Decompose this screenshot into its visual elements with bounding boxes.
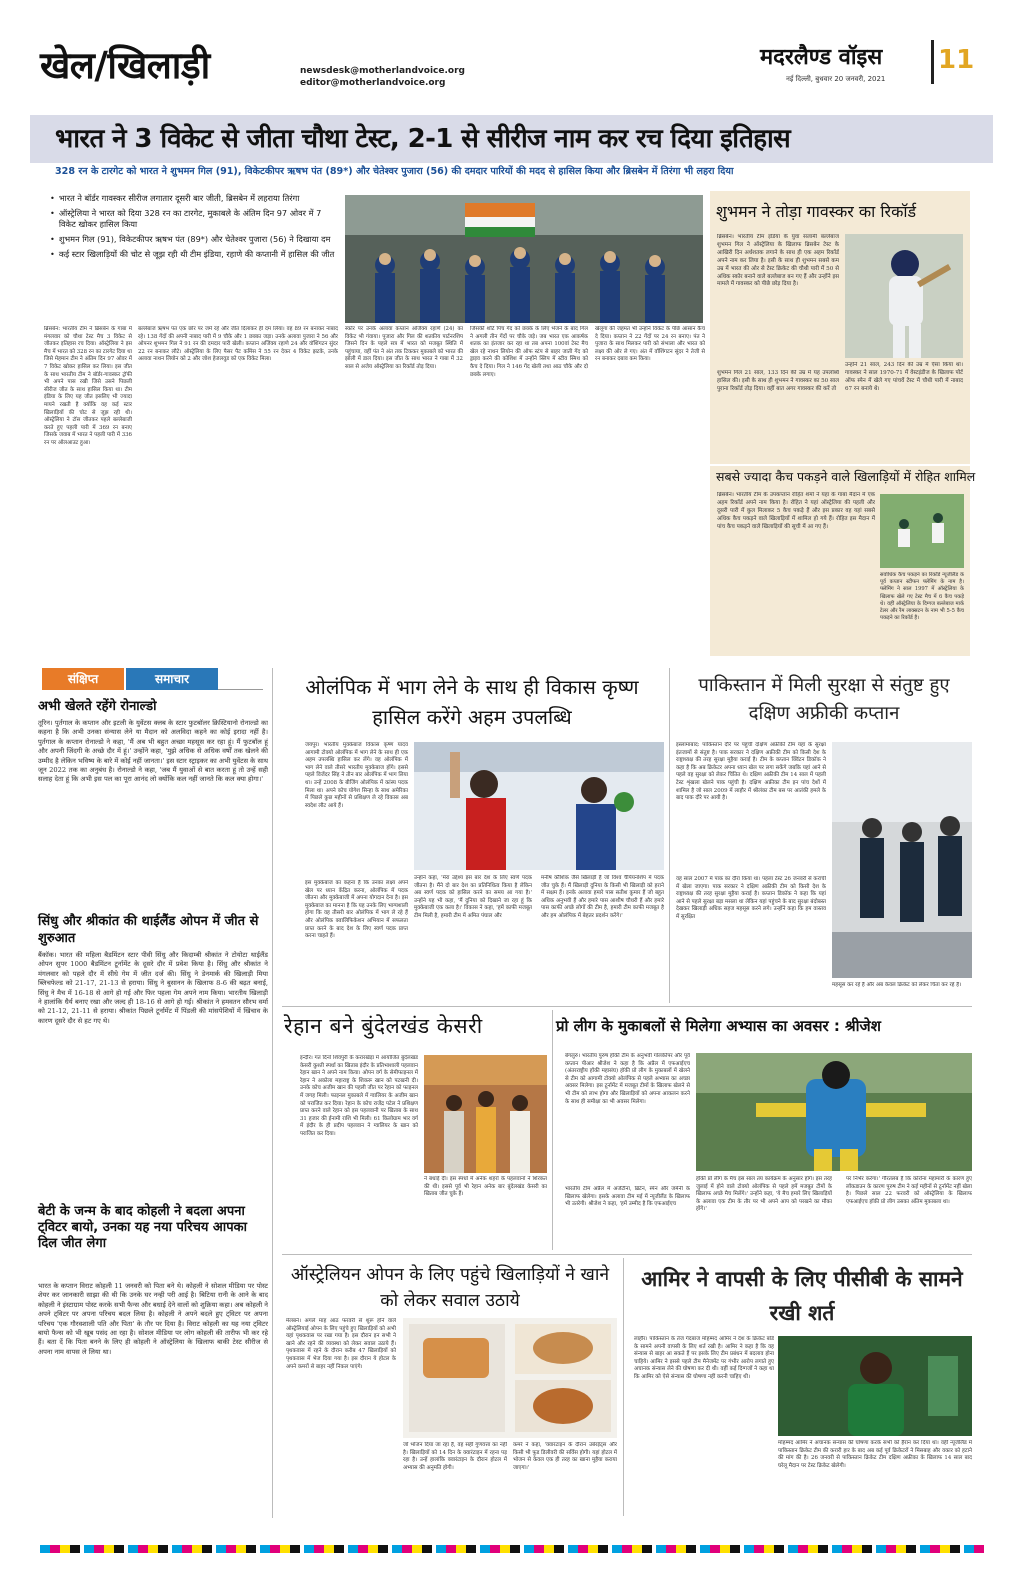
photo-quarantine-food xyxy=(403,1318,617,1438)
photo-shubman-gill xyxy=(845,234,963,358)
bullet-item: • कई स्टार खिलाड़ियों की चोट से जूझ रही थी टीम इंडिया, रहाणे की कप्तानी में हासिल की जीत xyxy=(50,249,335,259)
sreejesh-text-1: बेंगलुरु। भारतीय पुरुष हॉकी टीम के अनुभवी गोलकीपर और पूर्व कप्तान पीआर श्रीजेश ने कहा है कि अप्रैल में एफआईएच (अंतरराष्ट्रीय हॉकी महासंघ) हॉकी प्रो लीग के मुकाबलों में खेलने से टीम को आगामी टोक्यो ओलंपिक से पहले अभ्यास का अच्छा अवसर मिलेगा। इस टूर्नामेंट में मजबूत टीमों के खिलाफ खेलने से भी टीम को लाभ होगा और खिलाड़ियों को अपना आकलन करने के साथ ही समीक्षा का भी अवसर मिलेगा। xyxy=(565,1053,690,1105)
brief-tag-1: संक्षिप्त xyxy=(42,668,124,690)
lead-body-col5: खेलूंगा की जहमत भी उन्होंने विकेट के पीछे आसान कैच दे दिया। कप्तान ने 22 गेंदों पर 24 रन बनाए। पंत ने पुजारा के साथ मिलकर पारी को संभाला और भारत को लक्ष्य की ओर ले गए। अंत में वॉशिंगटन सुंदर ने तेजी से रन बनाकर दबाव कम किया। xyxy=(595,326,705,363)
bullet-item: • भारत ने बॉर्डर गावस्कर सीरीज लगातार दूसरी बार जीती, ब्रिसबेन में लहराया तिरंगा xyxy=(50,193,300,203)
ausopen-text-1: मेलबर्न। अगले माह आठ फरवरी से शुरू होने वाले ऑस्ट्रेलियाई ओपन के लिए पहुंचे हुए खिलाड़ियों को अभी यहां पृथकवास पर रखा गया है। इस दौरान इन सभी ने खाने और रहने की व्यवस्था को लेकर सवाल उठाये हैं। पृथकवास में रहने के दौरान करीब 47 खिलाड़ियों को पृथकवास में भेज दिया गया है। इस दौरान ये होटल के अपने कमरों से बाहर नहीं निकल पाएंगे। xyxy=(286,1318,396,1370)
olympic-text-3: उन्होंने कहा, 'मेरा उद्देश्य इस बार देश के लिए स्वर्ण पदक जीतना है। मैंने दो बार देश का प्रतिनिधित्व किया है लेकिन अब स्वर्ण पदक को हासिल करने का समय आ गया है।' उन्होंने यह भी कहा, 'मैं दुनिया को दिखाने जा रहा हूं कि मुक्केबाजी एक कला है।' विकास ने कहा, 'हमें काफी मजबूत टीम मिली है, हमारी टीम में अमित पंघाल और xyxy=(414,875,532,919)
pakistan-text-2: वह साल 2007 में पाक का दौरा किया था। पहला टेस्ट 26 जनवरी से कराची में खेला जाएगा। पाक सरकार ने दक्षिण अफ्रीकी टीम को किसी देश के राष्ट्राध्यक्ष की तरह सुरक्षा मुहैया कराई है। कप्तान डिकॉक ने कहा कि यहां आने से पहले सुरक्षा बड़ा मसला था लेकिन यहां पहुंचने के बाद सुरक्षा बंदोबस्त देखकर खिलाड़ी अधिक सहज महसूस करने लगे। उन्होंने कहा कि हम वास्तव में सुरक्षित xyxy=(676,876,826,920)
rehan-divider xyxy=(552,1010,553,1250)
sreejesh-text-3: पर निर्भर करेगा।' गौरतलब है कि कोरोना महामारी के कारण हुए लॉकडाउन के कारण पुरुष टीम ने कई महीनों से टूर्नामेंट नहीं खेला है। पिछले साल 22 फरवरी को ऑस्ट्रेलिया के खिलाफ एफआईएच हॉकी प्रो लीग उसका अंतिम मुकाबला था। xyxy=(846,1176,972,1205)
lead-body-col4: जिसकी शॉर्ट पिच गेंद को छक्के के लिए भेजने के बाद गिल ने अगली तीन गेंदों पर चौके जड़े। जब भारत एक आकर्षक शतक का इंतजार कर रहा था तब अपना 100वां टेस्ट मैच खेल रहे नाथन लियोन की ऑफ स्टंप से बाहर जाती गेंद को ड्राइव करने की कोशिश में उन्होंने स्लिप में स्टीव स्मिथ को कैच दे दिया। गिल ने 146 गेंद खेली तथा आठ चौके और दो छक्के लगाए। xyxy=(470,326,588,378)
ausopen-text-3: कमरे ने कहा, 'क्वारंटाइन के दौरान उबेरईट्स और किसी भी फूड डिलीवरी की सर्विस होगी। यहां होटल में भोजन से केवल एक ही तरह का खाना मुहैया कराया जाएगा।' xyxy=(513,1442,617,1471)
sidebar-gill-text2: शुभमन गिल 21 साल, 133 दिन की उम्र में यह उपलब्धि हासिल की। इसी के साथ ही शुभमन ने गावस्कर का 50 साल पुराना रिकॉर्ड तोड़ दिया। वहीं बात अगर गावस्कर की करें तो xyxy=(717,370,839,392)
sidebar-rohit-headline: सबसे ज्यादा कैच पकड़ने वाले खिलाड़ियों में रोहित शामिल xyxy=(716,469,976,484)
pakistan-headline: पाकिस्तान में मिली सुरक्षा से संतुष्ट हुए दक्षिण अफ्रीकी कप्तान xyxy=(698,675,950,724)
row-divider-2 xyxy=(282,1254,972,1255)
lead-headline: भारत ने 3 विकेट से जीता चौथा टेस्ट, 2-1 से सीरीज नाम कर रच दिया इतिहास xyxy=(55,124,791,154)
sreejesh-photo-caption: हॉकी प्रो लीग के मैच इस साल तय कार्यक्रम के अनुसार होंगे। इस तरह जुलाई में होने वाले टोक्यो ओलंपिक से पहले हमें मजबूत टीमों के खिलाफ अच्छे मैच मिलेंगे।' उन्होंने कहा, 'ये मैच हमारे लिए खिलाड़ियों के अलावा एक टीम के तौर पर भी अपने आप को परखने का मौका होंगे।' xyxy=(696,1176,832,1213)
photo-sa-captain xyxy=(832,742,972,978)
sidebar-gill-headline: शुभमन ने तोड़ा गावस्कर का रिकॉर्ड xyxy=(716,202,917,221)
ausopen-divider xyxy=(623,1258,624,1516)
photo-sreejesh-goalkeeper xyxy=(696,1053,972,1171)
olympic-text-4: मनीष कौशिक जैसे खिलाड़ी हैं जो विश्व चैंपियनशिप में पदक जीत चुके हैं। मैं खिलाड़ी दुनिया के किसी भी खिलाड़ी को हराने में सक्षम हैं। इनके अलावा हमारे पास सतीश कुमार हैं जो बहुत अधिक अनुभवी हैं और हमारे पास आशीष चौधरी हैं और हमारे पास काफी अच्छे लोगों की टीम है, हमारी टीम काफी मजबूत है और हम ओलंपिक में बेहतर प्रदर्शन करेंगे।' xyxy=(541,875,664,919)
photo-rehan-wrestler xyxy=(424,1055,547,1173)
lead-body-col2: बल्लेबाज ऋषभ पंत एक छोर पर जमे रहे और जीत दिलाकर ही दम लिया। वह 89 रन बनाकर नाबाद रहे। 138 गेंदों की अपनी नाबाद पारी में 9 चौके और 1 छक्का जड़ा। उनके अलावा पुजारा ने 56 और ओपनर शुभमन गिल ने 91 रन की दमदार पारी खेली। कप्तान अजिंक्य रहाणे 24 और वॉशिंगटन सुंदर 22 रन बनाकर लौटे। ऑस्ट्रेलिया के लिए पैसर पैट कमिंस ने 55 रन देकर 4 विकेट झटके, उनके अलावा नाथन लियोन को 2 और जोश हेजलवुड को एक विकेट मिला। xyxy=(138,326,338,363)
brief-tag-rule xyxy=(218,689,263,690)
lead-subhead: 328 रन के टारगेट को भारत ने शुभमन गिल (91), विकेटकीपर ऋषभ पंत (89*) और चेतेश्वर पुजारा (56) की दमदार पारियों की मदद से हासिल किया और ब्रिसबेन में तिरंगा भी लहरा दिया xyxy=(55,166,734,177)
print-color-bar xyxy=(40,1545,984,1553)
amir-headline: आमिर ने वापसी के लिए पीसीबी के सामने रखी शर्त xyxy=(641,1267,963,1325)
olympic-text-2: इस मुक्केबाज का कहना है कि उनका लक्ष्य अपने खेल पर ध्यान केंद्रित करना, ओलंपिक में पदक जीतना और मुक्केबाजी में अपना योगदान देना है। इस मुक्केबाज का मानना है कि यह उनके लिए भाग्यशाली होगा कि वह तीसरी बार ओलंपिक में भाग ले रहे हैं और ओलंपिक क्वालिफिकेशन अभियान में सफलता प्राप्त करने के बाद देश के लिए स्वर्ण पदक प्राप्त करना चाहते हैं। xyxy=(305,880,408,940)
mid-right-divider xyxy=(669,668,670,1003)
page-number: 11 xyxy=(938,45,975,75)
bullet-item: • शुभमन गिल (91), विकेटकीपर ऋषभ पंत (89*) और चेतेश्वर पुजारा (56) ने दिखाया दम xyxy=(50,234,331,244)
sidebar-rohit-photo-caption: सर्वाधिक कैच पकड़ने का रिकॉर्ड न्यूजीलैंड के पूर्व कप्तान स्टीफन फ्लेमिंग के नाम है। फ्लेमिंग ने साल 1997 में ऑस्ट्रेलिया के खिलाफ खेले गए टेस्ट मैच में 6 कैच पकड़े थे। वहीं ऑस्ट्रेलिया के दिग्गज बल्लेबाज मार्क टेलर और रैम लाक्सटन के नाम भी 5-5 कैच पकड़ने का रिकॉर्ड है। xyxy=(880,572,964,622)
rehan-text-2: ने बधाई दी। इस स्पर्धा में अनेक शहरों के पहलवानों ने शिरकत की थी। इससे पूर्व भी रेहान अनेक बार बुंदेलखंड केसरी का खिताब जीत चुके हैं। xyxy=(424,1176,547,1198)
lead-bullets xyxy=(50,193,340,264)
olympic-text-1: जयपुर। भारतीय मुक्केबाज विकास कृष्ण यादव आगामी टोक्यो ओलंपिक में भाग लेने के साथ ही एक अहम उपलब्धि हासिल कर लेंगे। वह ओलंपिक में भाग लेने वाले तीसरे भारतीय मुक्केबाज होंगे। इससे पहले विजेंदर सिंह ने तीन बार ओलंपिक में भाग लिया था। उन्हें 2008 के बीजिंग ओलंपिक में कांस्य पदक मिला था। अपने कोच योगेश सिन्हा के साथ अमेरिका में पिछले कुछ महीनों से प्रशिक्षण ले रहे विकास अब स्वदेश लौट आये हैं। xyxy=(305,742,408,809)
ausopen-text-2: जो भोजन दिया जा रहा है, वह सही गुणवत्ता का नहीं है। खिलाड़ियों को 14 दिन के क्वारंटाइन में रहना पड़ रहा है। उन्हें हालांकि क्वारंटाइन के दौरान होटल में अभ्यास की अनुमति होगी। xyxy=(403,1442,507,1471)
pakistan-photo-caption: महसूस कर रहे हैं और अब केवल क्रिकेट को लेकर चिंता कर रहे हैं। xyxy=(832,982,962,988)
sidebar-gill-text: ब्रिसबेन। भारतीय टीम इंडिया के युवा सलामी बल्लेबाज शुभमन गिल ने ऑस्ट्रेलिया के खिलाफ ब्रिसबेन टेस्ट के आखिरी दिन अर्धशतक लगाने के साथ ही एक अहम रिकॉर्ड अपने नाम कर लिया है। इसी के साथ ही शुभमन सबसे कम उम्र में भारत की ओर से टेस्ट क्रिकेट की चौथी पारी में 50 से अधिक स्कोर बनाने वाले बल्लेबाज बन गए हैं और उन्होंने इस मामले में गावस्कर को पीछे छोड़ दिया है। xyxy=(717,234,839,288)
row-divider xyxy=(282,1006,972,1007)
email-newsdesk[interactable]: newsdesk@motherlandvoice.org xyxy=(300,66,465,76)
section-title: खेल/खिलाड़ी xyxy=(40,44,210,87)
dateline: नई दिल्ली, बुधवार 20 जनवरी, 2021 xyxy=(786,75,886,83)
email-editor[interactable]: editor@motherlandvoice.org xyxy=(300,78,446,88)
sidebar-rohit-text: ब्रिसबेन। भारतीय टीम के उपकप्तान रोहित शर्मा ने यहां के गाबा मैदान में एक अहम रिकॉर्ड अपने नाम किया है। रोहित ने यहां ऑस्ट्रेलिया की पहली और दूसरी पारी में कुल मिलाकर 5 कैच पकड़े हैं और इस प्रकार वह यहां सबसे अधिक कैच पकड़ने वाले खिलाड़ियों में शामिल हो गये हैं। रोहित इस मैदान में पांच कैच पकड़ने वाले खिलाड़ियों की सूची में आ गए हैं। xyxy=(717,492,875,530)
photo-vikas-krishan xyxy=(414,742,664,870)
lead-body-col1: ब्रिसबेन: भारतीय टीम ने ब्रिसबेन के गाबा में मंगलवार को चौथा टेस्ट मैच 3 विकेट से जीतकर इतिहास रच दिया। ऑस्ट्रेलिया ने इस मैच में भारत को 328 रन का टारगेट दिया था जिसे मेहमान टीम ने अंतिम दिन 97 ओवर में 7 विकेट खोकर हासिल कर लिया। इस जीत के साथ भारतीय टीम ने बॉर्डर-गावस्कर ट्रॉफी भी अपने पास रखी जिसे उसने पिछली सीरीज जीत के साथ हासिल किया था। टीम इंडिया के लिए यह जीत इसलिए भी ज्यादा मायने रखती है क्योंकि वह कई स्टार खिलाड़ियों की चोट से जूझ रही थी। ऑस्ट्रेलिया ने टॉस जीतकर पहले बल्लेबाजी करते हुए पहली पारी में 369 रन बनाए जिसके जवाब में भारत ने पहली पारी में 336 रन पर ऑलआउट हुआ। xyxy=(44,326,132,446)
amir-photo-caption: मोहम्मद आमिर ने अचानक संन्यास की घोषणा करके सभी को हैरान कर दिया था। वहीं न्यूजीलैंड में पाकिस्तान क्रिकेट टीम की करारी हार के बाद अब कई पूर्व क्रिकेटरों ने मिसबाह और वकार को हटाने की मांग की है। 26 जनवरी से पाकिस्तान क्रिकेट टीम दक्षिण अफ्रीका के खिलाफ 14 साल बाद घरेलू मैदान पर टेस्ट क्रिकेट खेलेगी। xyxy=(778,1440,972,1469)
sreejesh-headline: प्रो लीग के मुकाबलों से मिलेगा अभ्यास का अवसर : श्रीजेश xyxy=(556,1017,881,1035)
amir-text-1: लाहौर। पाकिस्तान के तेज गेंदबाज मोहम्मद आमिर ने देश के क्रिकेट बोर्ड के सामने अपनी वापसी के लिए शर्त रखी है। आमिर ने कहा है कि वह संन्यास से बाहर आ सकते हैं पर इसके लिए टीम प्रबंधन में बदलाव होना चाहिये। आमिर ने इससे पहले टीम मैनेजमेंट पर गंभीर आरोप लगाते हुए अचानक संन्यास लेने की घोषणा कर दी थी। वहीं कई दिग्गजों ने कहा था कि आमिर को ऐसे संन्यास की घोषणा नहीं करनी चाहिए थी। xyxy=(634,1336,774,1380)
brief-2-headline: सिंधु और श्रीकांत की थाईलैंड ओपन में जीत से शुरुआत xyxy=(38,914,259,946)
brief-3-headline: बेटी के जन्म के बाद कोहली ने बदला अपना ट्विटर बायो, उनका यह नया परिचय आपका दिल जीत लेगा xyxy=(38,1204,247,1251)
masthead-divider xyxy=(931,40,934,84)
sreejesh-text-2: भारतीय टीम अप्रैल में अर्जेंटीना, ब्रिटेन, स्पेन और जर्मनी के खिलाफ खेलेगा। इसके अलावा टीम मई में न्यूजीलैंड के खिलाफ भी उतरेगी। श्रीजेश ने कहा, 'हमें उम्मीद है कि एफआईएच xyxy=(565,1186,690,1208)
ausopen-headline: ऑस्ट्रेलियन ओपन के लिए पहुंचे खिलाड़ियों ने खाने को लेकर सवाल उठाये xyxy=(290,1265,610,1311)
lead-body-col3: स्कोर पर उनके अलावा कप्तान अजिंक्य रहाणे (24) का विकेट भी गंवाया। पुजारा और गिल की शतकीय पार्टनरशिप जिसने दिन के पहले सत्र में भारत को मजबूत स्थिति में पहुंचाया, वहीं पंत ने अंत तक टिककर मुकाबले को भारत की झोली में डाल दिया। इस जीत के साथ भारत ने गाबा में 32 साल से अजेय ऑस्ट्रेलिया का रिकॉर्ड तोड़ दिया। xyxy=(345,326,463,370)
paper-name: मदरलैण्ड वॉइस xyxy=(760,45,883,70)
photo-mohammad-amir xyxy=(778,1336,972,1436)
brief-1-headline: अभी खेलते रहेंगे रोनाल्डो xyxy=(38,699,157,714)
brief-tag-2: समाचार xyxy=(126,668,218,690)
brief-2-text: बैंकॉक। भारत की महिला बैडमिंटन स्टार पीवी सिंधु और किदाम्बी श्रीकांत ने टोयोटा थाईलैंड ओपन सुपर 1000 बैडमिंटन टूर्नामेंट के दूसरे दौर में प्रवेश किया है। सिंधु और श्रीकांत ने मंगलवार को पहले दौर में सीधे गेम में जीत दर्ज की। सिंधु ने डेनमार्क की खिलाड़ी मिया ब्लिचफेल्ड को 21-17, 21-13 से हराया। सिंधु ने बुसानन के खिलाफ 8-6 की बढ़त बनाई, सिंधु ने मैच में 16-18 से आगे हो गई और फिर पहला गेम अपने नाम किया। भारतीय खिलाड़ी ने हालांकि धैर्य बनाए रखा और जल्द ही 18-16 से आगे हो गई। श्रीकांत ने हमवतन सौरभ वर्मा को 21-12, 21-11 से हराया। श्रीकांत पिछले टूर्नामेंट में पिंडली की मांसपेशियों में खिंचाव के कारण दूसरे दौर से हट गए थे। xyxy=(38,951,268,1025)
sidebar-gill-photo-caption: उन्होंने 21 साल, 243 दिन की उम्र में ऐसा किया था। गावस्कर ने साल 1970-71 में वेस्टइंडीज के खिलाफ पोर्ट ऑफ स्पेन में खेले गए पांचवें टेस्ट में चौथी पारी में नाबाद 67 रन बनाये थे। xyxy=(845,362,963,392)
rehan-text-1: इन्दौर। गत दिनों शिवपुरी के करारखेड़ा में आयोजित बुंदेलखंड केसरी कुश्ती स्पर्धा का खिताब इंदौर के प्रतिभाशाली पहलवान रेहान खान ने अपने नाम किया। ओपन वर्ग के सेमीफाइनल में रेहान ने अकोला महाराष्ट्र के शिकरू खान को पटखनी दी। उनके कोच अजीम खान की पहली जीत पर रेहान को फाइनल में जगह मिली। फाइनल मुकाबले में ग्वालियर के अजीम खान को पराजित कर दिया। रेहान के कोच राजेंद्र पटेल ने प्रशिक्षण प्राप्त करने वाले रेहान को इस पहलवानी पर खिताब के साथ 31 हजार की ईनामी राशि भी मिली। 61 किलोग्राम भार वर्ग में इंदौर के ही प्रदीप पहलवान ने ग्वालियर के खान को पराजित कर दिया। xyxy=(300,1055,418,1137)
olympic-headline: ओलंपिक में भाग लेने के साथ ही विकास कृष्ण हासिल करेंगे अहम उपलब्धि xyxy=(305,675,639,729)
lead-photo-team-celebration xyxy=(345,195,703,323)
brief-3-text: भारत के कप्तान विराट कोहली 11 जनवरी को पिता बने थे। कोहली ने सोशल मीडिया पर पोस्ट शेयर कर जानकारी साझा की थी कि उनके घर नन्ही परी आई है। बिटिया रानी के आने के बाद कोहली ने इंस्टाग्राम पोस्ट करके सभी फैन्स और बधाई देने वालों को शुक्रिया कहा। अब कोहली ने अपने ट्विटर पर अपना परिचय बदल लिया है। कोहली ने अपने बदले हुए ट्विटर पर अपना परिचय 'एक गौरवशाली पति और पिता' के तौर पर दिया है। विराट कोहली का यह नया ट्विटर बायो फैन्स को भी खूब पसंद आ रहा है। सोशल मीडिया पर लोग कोहली की तारीफ भी कर रहे हैं। बता दें कि पिता बनने के लिए ही कोहली ने ऑस्ट्रेलिया के खिलाफ बाकी टेस्ट सीरीज से अपना नाम वापस ले लिया था। xyxy=(38,1282,268,1356)
brief-1-text: तूरिन। पुर्तगाल के कप्तान और इटली के युवेंटस क्लब के स्टार फुटबॉलर क्रिस्टियानो रोनाल्डो का कहना है कि अभी उनका संन्यास लेने या मैदान को अलविदा कहने का कोई इरादा नहीं है। पुर्तगाल के कप्तान रोनाल्डो ने कहा, 'मैं अब भी बहुत अच्छा महसूस कर रहा हूं। मैं फुटबॉल हूं और अपनी जिंदगी के अच्छे दौर में हूं।' उन्होंने कहा, 'मुझे अधिक से अधिक वर्षों तक खेलने की उम्मीद है लेकिन भविष्य के बारे में कोई नहीं जानता।' इस स्टार स्ट्राइकर का अभी युवेंटस के साथ जून 2022 तक का अनुबंध है। रोनाल्डो ने कहा, 'जब मैं युवाओं से बात करता हूं तो उन्हें सही सलाह देता हूं कि अभी इस पल का पूरा आनंद लो क्योंकि कल नहीं जानते कि कल क्या होगा।' xyxy=(38,719,268,784)
pakistan-text-1: इस्लामाबाद: पाकिस्तान दौरे पर पहुंची दक्षिण अफ्रीकी टीम यहां के सुरक्षा इंतजामों से संतुष्ट है। पाक सरकार ने दक्षिण अफ्रीकी टीम को किसी देश के राष्ट्राध्यक्ष की तरह सुरक्षा मुहैया कराई है। टीम के कप्तान क्विंटन डिकॉक ने कहा है कि अब क्रिकेटर अपना ध्यान खेल पर लगा सकेंगे जबकि यहां आने से पहले वह सुरक्षा को लेकर चिंतित थे। दक्षिण अफ्रीकी टीम 14 साल में पहली टेस्ट शृंखला खेलने पाक पहुंची है। दक्षिण अफ्रीका टीम इन पांच देशों में शामिल है जो साल 2009 में लाहौर में श्रीलंका टीम बस पर आतंकी हमले के बाद पाक दौरे पर आयी है। xyxy=(676,742,826,802)
photo-rohit-catch xyxy=(880,494,964,568)
rehan-headline: रेहान बने बुंदेलखंड केसरी xyxy=(284,1014,483,1038)
briefs-divider xyxy=(272,668,273,1518)
bullet-item: • ऑस्ट्रेलिया ने भारत को दिया 328 रन का टारगेट, मुकाबले के अंतिम दिन 97 ओवर में 7 विकेट खोकर हासिल किया xyxy=(50,208,322,229)
